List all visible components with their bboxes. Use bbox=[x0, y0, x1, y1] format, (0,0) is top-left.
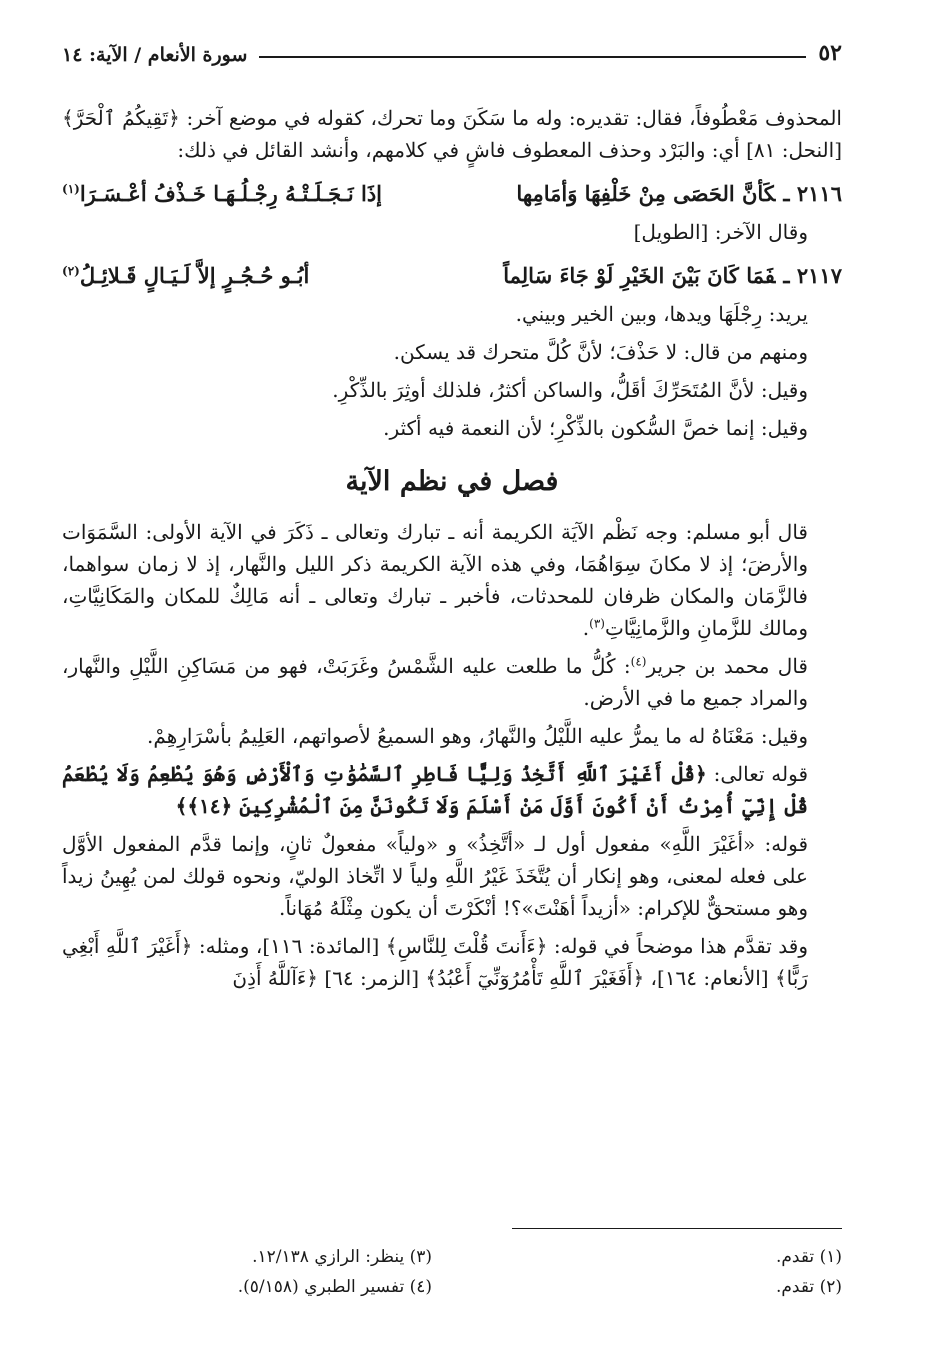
verse-second-hemistich bbox=[62, 176, 382, 212]
quran-verse-paragraph bbox=[62, 758, 842, 822]
paragraph: قوله: «أغَيْرَ اللَّهِ» مفعول أول لـ «أتَّخِذُ» و «ولياً» مفعولٌ ثانٍ، وإنما قدَّم المفعول الأوَّل على فعله لمعنى، وهو إنكار أن يُتَّخَذَ غَيْرُ اللَّهِ ولياً لا اتِّخاذ الوليّ، ونحوه قولك لمن يُهِينُ زيداً وهو مستحقٌّ للإكرام: «أزيداً أهَنْتَ»؟! أنْكَرْتَ أن يكون مِثْلَهُ مُهَاناً. bbox=[62, 832, 808, 920]
page-header bbox=[62, 30, 842, 66]
footnote-rule bbox=[512, 1228, 842, 1229]
page-number: ٥٢ bbox=[818, 40, 842, 66]
paragraph-text: قال أبو مسلم: وجه نَظْم الآيَة الكريمة أنه ـ تبارك وتعالى ـ ذَكَرَ في الآية الأولى: السَّمَوَات والأرضَ؛ إذ لا مكانَ سِوَاهُمَا، وفي هذه الآية الكريمة ذكر الليل والنَّهار، إذ لا زمان سواهما، فالزَّمَان والمكان ظرفان للمحدثات، فأخبر ـ تبارك وتعالى ـ أنه مَالِكٌ للمكان والمَكَانِيَّاتِ، ومالك للزَّمانِ والزَّمانِيَّاتِ bbox=[62, 520, 808, 640]
footnote-marker: (٤) bbox=[630, 654, 647, 669]
verse-first-text: فَمَا كَانَ بَيْنَ الخَيْرِ لَوْ جَاءَ سَالِماً bbox=[503, 263, 776, 288]
paragraph-text: قال محمد بن جرير bbox=[646, 654, 808, 678]
paragraph-text: : كُلُّ ما طلعت عليه الشَّمْسُ وغَرَبَتْ، فهو من مَسَاكِنِ اللَّيْلِ والنَّهار، والمراد جميع ما في الأرض. bbox=[62, 654, 808, 710]
footnote-marker: (١) bbox=[62, 182, 80, 196]
period: . bbox=[582, 616, 590, 640]
paragraph: وقيل: مَعْنَاهُ له ما يمرُّ عليه اللَّيْلُ والنَّهارُ، وهو السميعُ لأصواتهم، العَلِيمُ بأسْرَارِهِمْ. bbox=[147, 724, 808, 748]
section-title: فصل في نظم الآية bbox=[345, 466, 559, 497]
text-line: ومنهم من قال: لا حَذْفَ؛ لأنَّ كُلَّ متحرك قد يسكن. bbox=[393, 340, 808, 364]
text-line: يريد: رِجْلَهَا ويدها، وبين الخير وبيني. bbox=[515, 302, 808, 326]
verse-number: ٢١١٧ ـ bbox=[783, 263, 842, 288]
footnote: (١) تقدم. bbox=[775, 1247, 842, 1267]
main-text bbox=[62, 102, 842, 994]
footnotes bbox=[62, 1242, 842, 1302]
verse-first-hemistich bbox=[503, 258, 842, 294]
meter-line: وقال الآخر: [الطويل] bbox=[633, 220, 808, 244]
verse-first-text: كَأنَّ الحَصَى مِنْ خَلْفِهَا وَأمَامِها bbox=[516, 181, 776, 206]
footnote-marker: (٣) bbox=[589, 616, 605, 631]
footnotes-right-column bbox=[472, 1242, 842, 1302]
verse-number: ٢١١٦ ـ bbox=[783, 181, 842, 206]
poetry-verse bbox=[62, 258, 842, 294]
book-page bbox=[62, 30, 842, 1000]
poetry-verse bbox=[62, 176, 842, 212]
footnote: (٣) ينظر: الرازي ١٢/١٣٨. bbox=[252, 1247, 432, 1267]
verse-second-text: أبُـو حُـجُـرٍ إلاَّ لَـيَـالٍ قَـلائِـلُ bbox=[79, 263, 310, 288]
footnote: (٢) تقدم. bbox=[775, 1277, 842, 1297]
verse-first-hemistich bbox=[516, 176, 842, 212]
paragraph bbox=[62, 650, 842, 714]
text-line: وقيل: لأنَّ المُتَحَرِّكَ أقَلُّ، والساكن أكثرُ، فلذلك أوثِرَ بالذِّكْرِ. bbox=[332, 378, 808, 402]
header-rule bbox=[259, 56, 806, 58]
running-head: سورة الأنعام / الآية: ١٤ bbox=[62, 44, 248, 66]
verse-second-hemistich bbox=[62, 258, 309, 294]
paragraph: وقد تقدَّم هذا موضحاً في قوله: ﴿ءَأَنتَ قُلْتَ لِلنَّاسِ﴾ [المائدة: ١١٦]، ومثله: ﴿أَغَيْرَ ٱللَّهِ أَبْغِي رَبًّا﴾ [الأنعام: ١٦٤]، ﴿أَفَغَيْرَ ٱللَّهِ تَأْمُرُوٓنِّيٓ أَعْبُدُ﴾ [الزمر: ٦٤] ﴿ءَآللَّهُ أَذِنَ bbox=[62, 934, 808, 990]
quran-intro: قوله تعالى: bbox=[706, 762, 809, 786]
text-line: وقيل: إنما خصَّ السُّكون بالذِّكْرِ؛ لأن النعمة فيه أكثر. bbox=[383, 416, 808, 440]
footnote: (٤) تفسير الطبري (٥/١٥٨). bbox=[237, 1277, 432, 1297]
quran-text: ﴿قُلْ أَغَيْرَ ٱللَّهِ أَتَّخِذُ وَلِيًّا فَاطِرِ ٱلسَّمَٰوَٰتِ وَٱلْأَرْضِ وَهُوَ يُطْعِمُ وَلَا يُطْعَمُ قُلْ إِنِّيٓ أُمِرْتُ أَنْ أَكُونَ أَوَّلَ مَنْ أَسْلَمَ وَلَا تَكُونَنَّ مِنَ ٱلْمُشْرِكِينَ ﴿١٤﴾﴾ bbox=[62, 762, 808, 818]
paragraph: المحذوف مَعْطُوفاً، فقال: تقديره: وله ما سَكَنَ وما تحرك، كقوله في موضع آخر: ﴿تَقِيكُمُ ٱلْحَرَّ﴾ [النحل: ٨١] أي: والبَرْد وحذف المعطوف فاشٍ في كلامهم، وأنشد القائل في ذلك: bbox=[62, 106, 842, 162]
paragraph bbox=[62, 516, 842, 644]
footnotes-left-column bbox=[62, 1242, 432, 1302]
footnote-marker: (٢) bbox=[62, 264, 80, 278]
verse-second-text: إذَا نَـجَـلَـتْـهُ رِجْـلُـهَـا خَـذْفُ أعْـسَـرَا bbox=[79, 181, 383, 206]
